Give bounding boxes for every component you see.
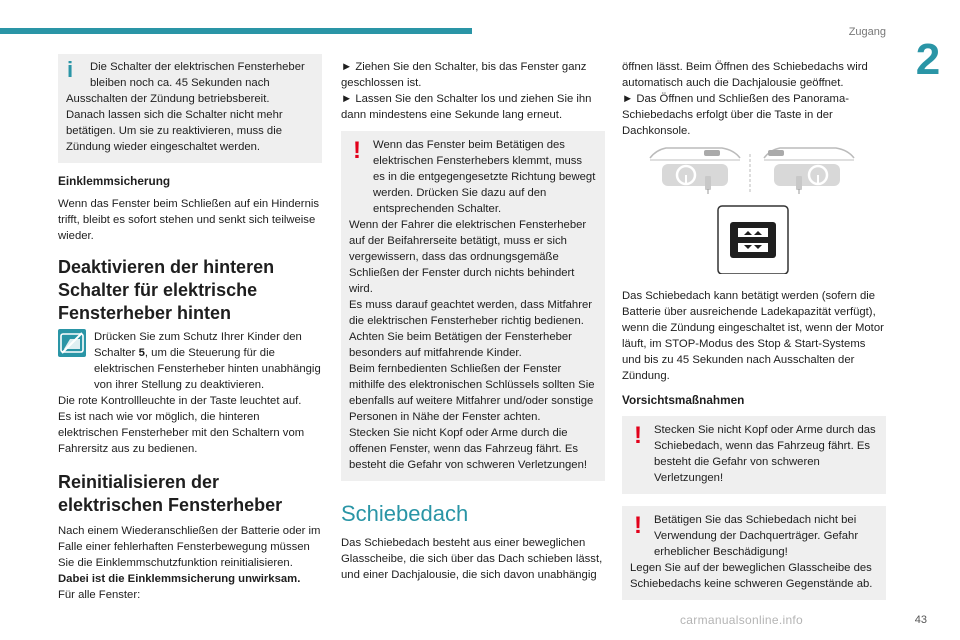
info-text-1: Die Schalter der elektrischen Fensterheber bleiben noch ca. 45 Sekunden nach (90, 61, 305, 89)
paragraph-deactivate-3: Es ist nach wie vor möglich, die hinteren elektrischen Fensterheber mit den Schaltern vom Fahrersitz aus zu bedienen. (58, 411, 305, 455)
paragraph-sunroof-cont: öffnen lässt. Beim Öffnen des Schiebedachs wird automatisch auch die Dachjalousie geöffnet. (622, 61, 868, 89)
warning-text-3: Es muss darauf geachtet werden, dass Mitfahrer die elektrischen Fensterheber richtig bedienen. Achten Sie beim Betätigen der Fensterheber besonders auf mitfahrende Kinder. (349, 299, 592, 359)
heading-precautions: Vorsichtsmaßnahmen (622, 393, 745, 407)
column-1 (58, 54, 322, 603)
heading-reinitialize: Reinitialisieren der elektrischen Fensterheber (58, 472, 283, 515)
warning-text-b2: Legen Sie auf der beweglichen Glasscheibe des Schiebedachs keine schweren Gegenstände ab. (630, 562, 873, 590)
warning-text-2: Wenn der Fahrer die elektrischen Fensterheber auf der Beifahrerseite betätigt, muss er sich vergewissern, dass das ordnungsgemäße Schließen der Fenster durch nichts behindert wird. (349, 219, 587, 295)
info-text-3: Danach lassen sich die Schalter nicht mehr betätigen. Um sie zu reaktivieren, muss die Zündung wieder eingeschaltet werden. (66, 109, 283, 153)
warning-icon: ! (634, 422, 642, 449)
warning-text-a: Stecken Sie nicht Kopf oder Arme durch das Schiebedach, wenn das Fahrzeug fährt. Es besteht die Gefahr von schweren Verletzungen! (654, 424, 876, 484)
step-open-sunroof: ► Das Öffnen und Schließen des Panorama-Schiebedachs erfolgt über die Taste in der Dachkonsole. (622, 93, 849, 137)
paragraph-reinit-1: Nach einem Wiederanschließen der Batterie oder im Falle einer fehlerhaften Fensterbewegung müssen Sie die Einklemmschutzfunktion reinitialisieren. (58, 525, 321, 569)
warning-box-windows (341, 131, 605, 481)
header-accent-bar (0, 28, 472, 34)
info-icon: i (67, 57, 74, 82)
info-box (58, 54, 322, 163)
warning-icon: ! (634, 512, 642, 539)
paragraph-sunroof-operation: Das Schiebedach kann betätigt werden (sofern die Batterie über ausreichende Ladekapazität verfügt), wenn die Zündung eingeschaltet ist, wenn der Motor läuft, im STOP-Modus des Stop & Start-Systems und bis zu 45 Sekunden nach Ausschalten der Zündung. (622, 290, 884, 382)
roof-console-illustration (622, 144, 886, 274)
step-close-window: ► Ziehen Sie den Schalter, bis das Fenster ganz geschlossen ist. (341, 61, 587, 89)
column-2 (341, 59, 605, 583)
warning-text-1: Wenn das Fenster beim Betätigen des elektrischen Fensterhebers klemmt, muss es in die entgegengesetzte Richtung bewegt werden. Drücken Sie dazu auf den entsprechenden Schalter. (373, 139, 596, 215)
page-number: 43 (914, 614, 927, 626)
warning-icon: ! (353, 137, 361, 164)
watermark: carmanualsonline.info (680, 613, 804, 627)
info-text-2: Ausschalten der Zündung betriebsbereit. (66, 93, 270, 105)
heading-pinch-protection: Einklemmsicherung (58, 174, 171, 188)
section-title: Zugang (848, 26, 886, 38)
paragraph-sunroof: Das Schiebedach besteht aus einer beweglichen Glasscheibe, die sich über das Dach schieben lässt, und einer Dachjalousie, die sich davon unabhängig (341, 537, 603, 581)
column-3 (622, 59, 886, 600)
paragraph-deactivate-2: Die rote Kontrollleuchte in der Taste leuchtet auf. (58, 395, 302, 407)
steering-console-icon (622, 144, 886, 274)
step-release-pull: ► Lassen Sie den Schalter los und ziehen Sie ihn dann mindestens eine Sekunde lang erneut. (341, 93, 592, 121)
heading-deactivate-rear: Deaktivieren der hinteren Schalter für elektrische Fensterheber hinten (58, 257, 275, 323)
paragraph-reinit-3: Für alle Fenster: (58, 589, 141, 601)
chapter-number: 2 (915, 35, 941, 84)
warning-box-head-arms (622, 416, 886, 494)
heading-sunroof: Schiebedach (341, 501, 469, 526)
warning-text-b1: Betätigen Sie das Schiebedach nicht bei Verwendung der Dachquerträger. Gefahr erheblicher Beschädigung! (654, 514, 859, 558)
warning-text-4: Beim fernbedienten Schließen der Fenster mithilfe des elektronischen Schlüssels sollten Sie ebenfalls auf weitere Mitfahrer und/oder sonstige Personen in Nähe der Fenster achten. (349, 363, 595, 423)
warning-text-5: Stecken Sie nicht Kopf oder Arme durch die offenen Fenster, wenn das Fahrzeug fährt. Es besteht die Gefahr von schweren Verletzungen! (349, 427, 588, 471)
paragraph-deactivate-1: Drücken Sie zum Schutz Ihrer Kinder den Schalter 5, um die Steuerung für die elektrischen Fensterheber hinten unabhängig von ihrer Stellung zu deaktivieren. (94, 331, 321, 391)
warning-box-roof-bars (622, 506, 886, 600)
child-lock-switch-icon (58, 329, 86, 357)
paragraph-reinit-2: Dabei ist die Einklemmsicherung unwirksam. (58, 573, 301, 585)
paragraph-pinch: Wenn das Fenster beim Schließen auf ein Hindernis trifft, bleibt es sofort stehen und senkt sich teilweise wieder. (58, 198, 320, 242)
